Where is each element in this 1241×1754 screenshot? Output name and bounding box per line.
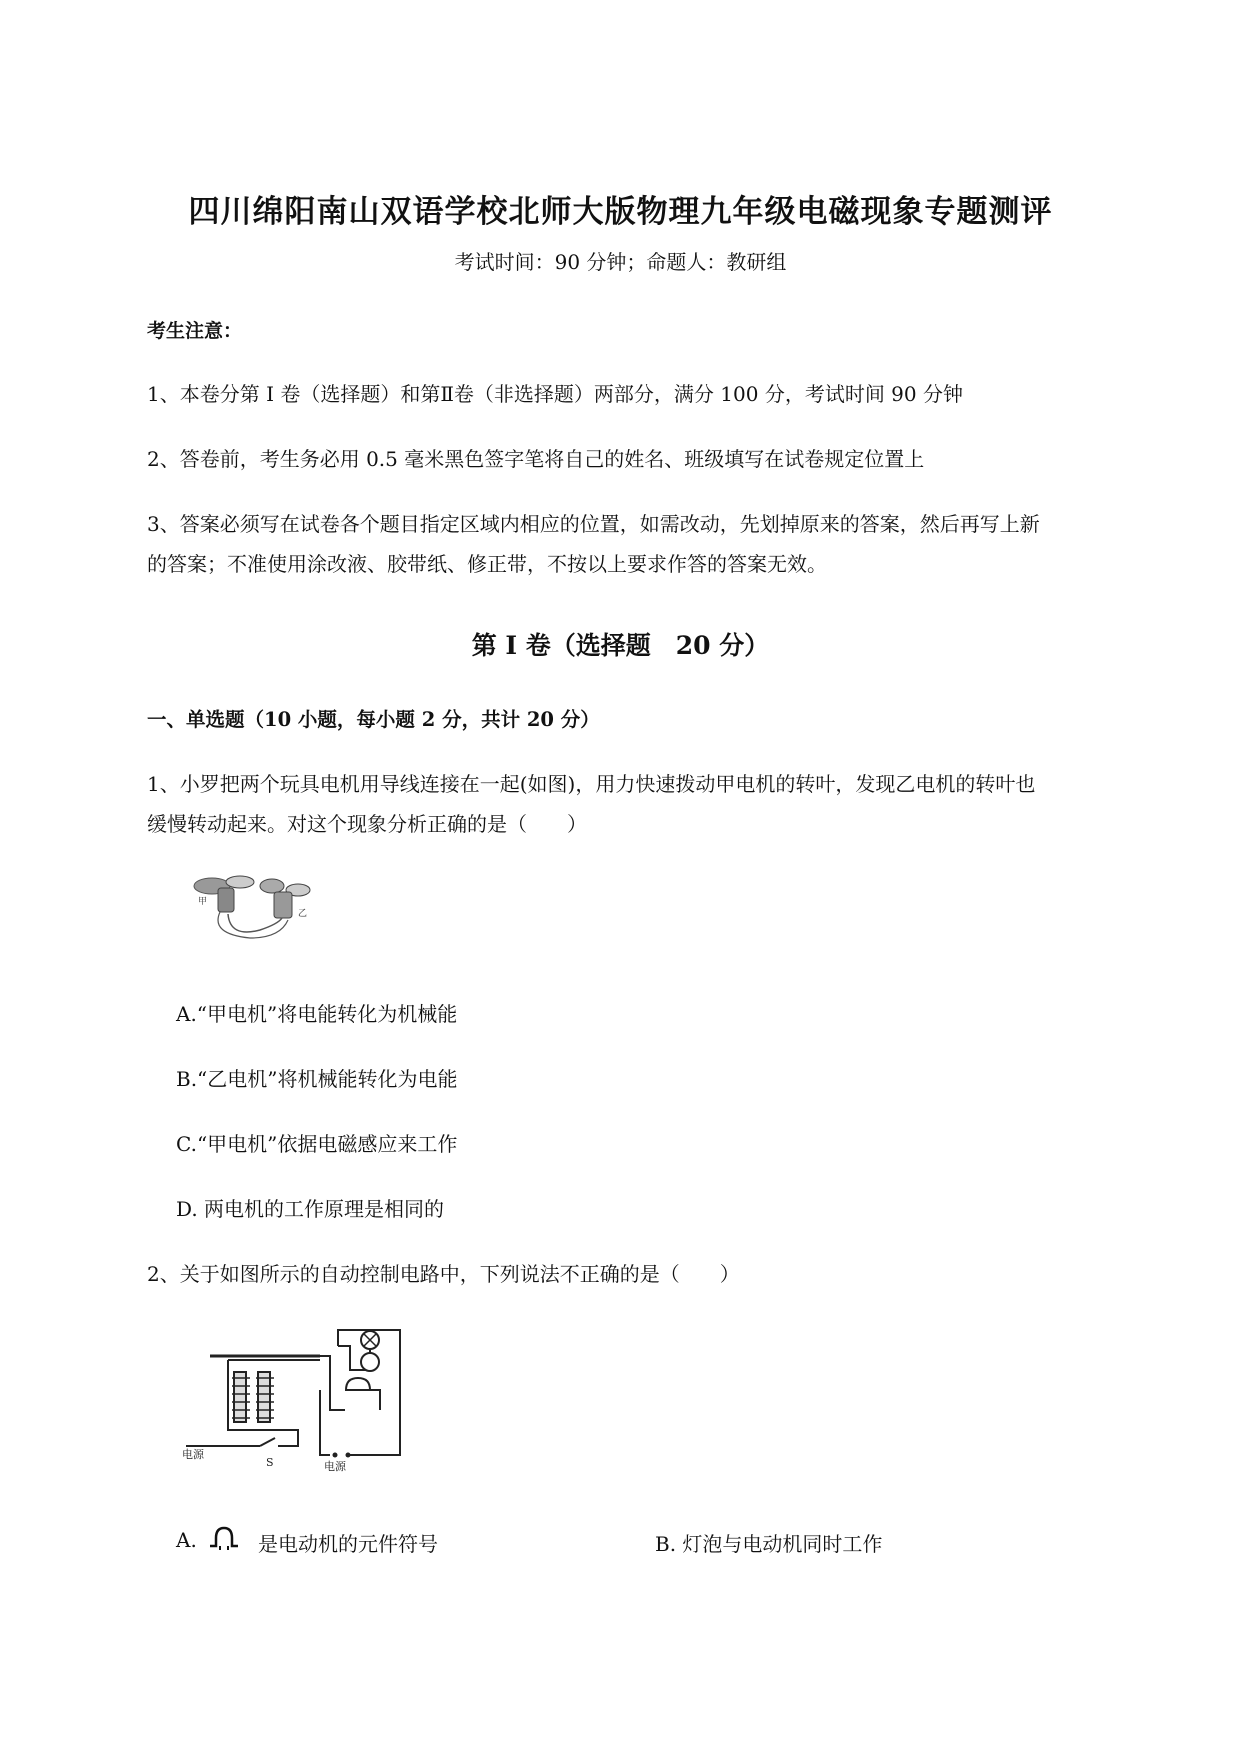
page-title: 四川绵阳南山双语学校北师大版物理九年级电磁现象专题测评 — [188, 194, 1053, 230]
exam-subtitle: 考试时间：90 分钟；命题人：教研组 — [454, 250, 787, 274]
q2-label-switch: S — [266, 1456, 274, 1469]
q1-stem-line-2: 缓慢转动起来。对这个现象分析正确的是（ ） — [147, 812, 587, 836]
notice-item-3-continued: 的答案；不准使用涂改液、胶带纸、修正带，不按以上要求作答的答案无效。 — [147, 552, 827, 576]
q1-option-d: D. 两电机的工作原理是相同的 — [176, 1197, 445, 1221]
q2-option-a-prefix: A. — [176, 1528, 197, 1552]
question-type-heading: 一、单选题（10 小题，每小题 2 分，共计 20 分） — [147, 708, 600, 731]
q2-label-left-source: 电源 — [182, 1448, 204, 1461]
q2-circuit-figure — [180, 1320, 410, 1480]
notice-heading: 考生注意： — [147, 320, 243, 342]
q1-stem-line-1: 1、小罗把两个玩具电机用导线连接在一起(如图)，用力快速拨动甲电机的转叶，发现乙电机的转叶也 — [147, 772, 1036, 796]
q2-option-a-text: 是电动机的元件符号 — [258, 1532, 438, 1556]
notice-item-1: 1、本卷分第 I 卷（选择题）和第Ⅱ卷（非选择题）两部分，满分 100 分，考试时间 90 分钟 — [147, 382, 963, 406]
q1-option-a: A.“甲电机”将电能转化为机械能 — [176, 1002, 458, 1026]
q2-stem: 2、关于如图所示的自动控制电路中，下列说法不正确的是（ ） — [147, 1262, 740, 1286]
notice-item-3: 3、答案必须写在试卷各个题目指定区域内相应的位置，如需改动，先划掉原来的答案，然后再写上新 — [147, 512, 1040, 536]
q1-figure-label-jia: 甲 — [198, 897, 208, 907]
notice-item-2: 2、答卷前，考生务必用 0.5 毫米黑色签字笔将自己的姓名、班级填写在试卷规定位置上 — [147, 447, 925, 471]
q1-figure-label-yi: 乙 — [298, 909, 308, 919]
q1-motors-figure — [190, 868, 330, 948]
q1-option-b: B.“乙电机”将机械能转化为电能 — [176, 1067, 458, 1091]
q2-label-right-source: 电源 — [324, 1460, 346, 1473]
q2-option-b: B. 灯泡与电动机同时工作 — [655, 1532, 883, 1556]
q1-option-c: C.“甲电机”依据电磁感应来工作 — [176, 1132, 458, 1156]
section-title: 第 I 卷（选择题 20 分） — [471, 631, 770, 660]
bell-symbol-icon — [206, 1524, 242, 1554]
